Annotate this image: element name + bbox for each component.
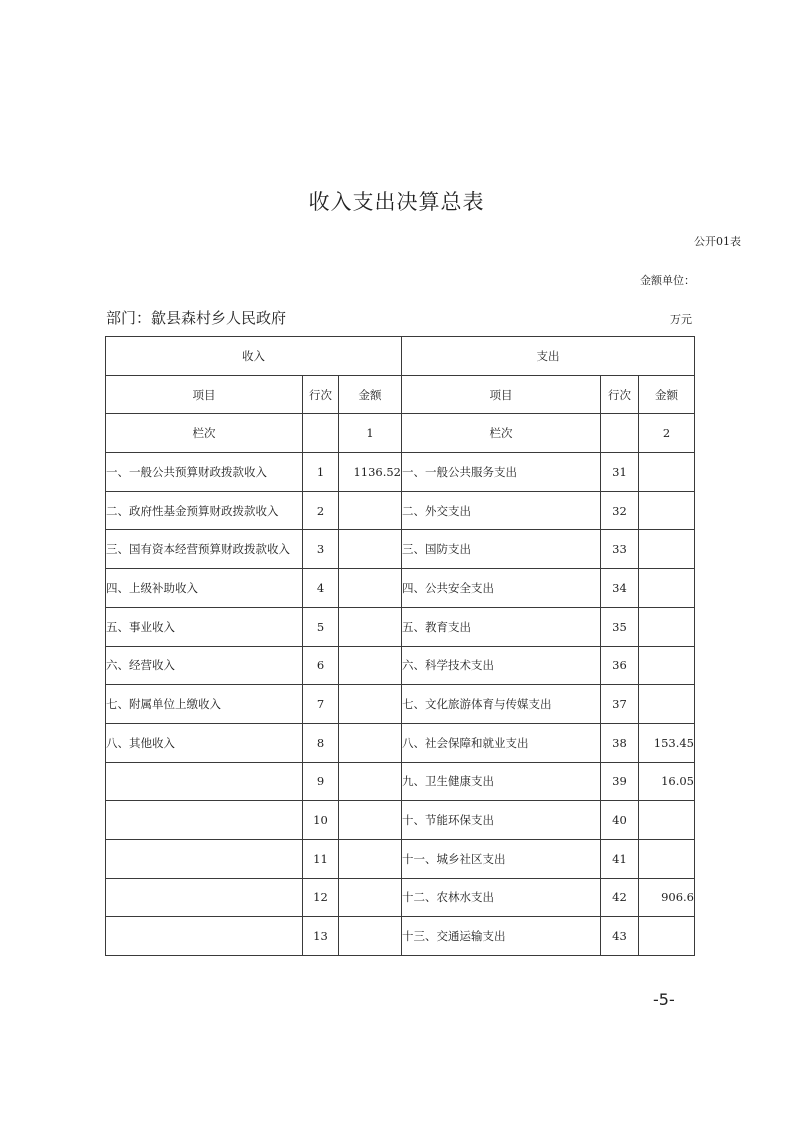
form-number: 公开01表 [694,235,741,248]
income-line-cell: 2 [303,491,339,530]
income-item-cell: 五、事业收入 [106,607,303,646]
expense-item-cell: 十二、农林水支出 [402,878,601,917]
table-row [106,762,695,801]
table-row [106,801,695,840]
income-amount-cell [339,878,402,917]
table-row [106,607,695,646]
expense-line-cell: 33 [601,530,639,569]
expense-amount-cell: 153.45 [639,723,695,762]
income-item-cell [106,801,303,840]
expense-item-cell: 二、外交支出 [402,491,601,530]
income-amount-cell: 1136.52 [339,453,402,492]
income-amount-cell [339,607,402,646]
expense-amount-cell [639,607,695,646]
expense-line-cell: 31 [601,453,639,492]
income-item-cell: 二、政府性基金预算财政拨款收入 [106,491,303,530]
income-item-cell [106,878,303,917]
income-column-number: 1 [339,414,402,453]
expense-item-cell: 十一、城乡社区支出 [402,839,601,878]
amount-unit-label: 金额单位： [640,274,695,287]
income-line-cell: 9 [303,762,339,801]
income-header: 收入 [106,337,402,376]
table-row [106,646,695,685]
income-column-blank [303,414,339,453]
income-item-header: 项目 [106,375,303,414]
income-line-cell: 4 [303,569,339,608]
income-item-cell: 八、其他收入 [106,723,303,762]
income-line-header: 行次 [303,375,339,414]
section-header-row [106,337,695,376]
income-line-cell: 7 [303,685,339,724]
expense-item-cell: 十、节能环保支出 [402,801,601,840]
expense-item-cell: 四、公共安全支出 [402,569,601,608]
expense-amount-header: 金额 [639,375,695,414]
expense-item-cell: 十三、交通运输支出 [402,917,601,956]
amount-unit-value: 万元 [670,313,692,326]
income-amount-cell [339,685,402,724]
income-item-cell [106,762,303,801]
table-row [106,453,695,492]
expense-column-label: 栏次 [402,414,601,453]
expense-column-blank [601,414,639,453]
page-number: -5- [653,990,675,1009]
income-expense-table [105,336,695,956]
income-item-cell: 一、一般公共预算财政拨款收入 [106,453,303,492]
income-amount-cell [339,723,402,762]
income-line-cell: 6 [303,646,339,685]
column-number-row [106,414,695,453]
income-amount-cell [339,801,402,840]
department-label: 部门：歙县森村乡人民政府 [106,309,287,327]
expense-line-cell: 34 [601,569,639,608]
income-amount-cell [339,530,402,569]
table-row [106,917,695,956]
expense-line-cell: 39 [601,762,639,801]
income-line-cell: 1 [303,453,339,492]
expense-item-cell: 五、教育支出 [402,607,601,646]
income-amount-header: 金额 [339,375,402,414]
income-amount-cell [339,917,402,956]
table-row [106,839,695,878]
column-header-row [106,375,695,414]
expense-column-number: 2 [639,414,695,453]
income-amount-cell [339,491,402,530]
expense-item-cell: 一、一般公共服务支出 [402,453,601,492]
expense-line-cell: 43 [601,917,639,956]
expense-amount-cell [639,801,695,840]
expense-line-cell: 36 [601,646,639,685]
expense-amount-cell [639,685,695,724]
income-item-cell [106,839,303,878]
income-amount-cell [339,646,402,685]
expense-line-cell: 35 [601,607,639,646]
income-column-label: 栏次 [106,414,303,453]
expense-header: 支出 [402,337,695,376]
expense-line-cell: 40 [601,801,639,840]
expense-amount-cell [639,646,695,685]
expense-amount-cell: 16.05 [639,762,695,801]
expense-item-cell: 六、科学技术支出 [402,646,601,685]
table-row [106,685,695,724]
expense-item-cell: 八、社会保障和就业支出 [402,723,601,762]
income-item-cell: 四、上级补助收入 [106,569,303,608]
income-item-cell: 七、附属单位上缴收入 [106,685,303,724]
income-item-cell [106,917,303,956]
expense-amount-cell: 906.6 [639,878,695,917]
expense-line-cell: 41 [601,839,639,878]
income-amount-cell [339,839,402,878]
expense-amount-cell [639,530,695,569]
expense-amount-cell [639,491,695,530]
income-line-cell: 12 [303,878,339,917]
expense-amount-cell [639,839,695,878]
expense-line-cell: 37 [601,685,639,724]
income-line-cell: 13 [303,917,339,956]
expense-line-cell: 38 [601,723,639,762]
expense-amount-cell [639,569,695,608]
income-item-cell: 三、国有资本经营预算财政拨款收入 [106,530,303,569]
expense-amount-cell [639,917,695,956]
expense-line-cell: 32 [601,491,639,530]
table-row [106,491,695,530]
income-amount-cell [339,762,402,801]
expense-line-cell: 42 [601,878,639,917]
table-row [106,569,695,608]
expense-item-header: 项目 [402,375,601,414]
income-line-cell: 8 [303,723,339,762]
income-item-cell: 六、经营收入 [106,646,303,685]
expense-item-cell: 九、卫生健康支出 [402,762,601,801]
table-row [106,723,695,762]
expense-item-cell: 三、国防支出 [402,530,601,569]
income-line-cell: 10 [303,801,339,840]
table-row [106,530,695,569]
table-row [106,878,695,917]
income-line-cell: 3 [303,530,339,569]
document-title: 收入支出决算总表 [308,190,485,214]
income-amount-cell [339,569,402,608]
expense-line-header: 行次 [601,375,639,414]
expense-amount-cell [639,453,695,492]
income-line-cell: 5 [303,607,339,646]
expense-item-cell: 七、文化旅游体育与传媒支出 [402,685,601,724]
income-line-cell: 11 [303,839,339,878]
